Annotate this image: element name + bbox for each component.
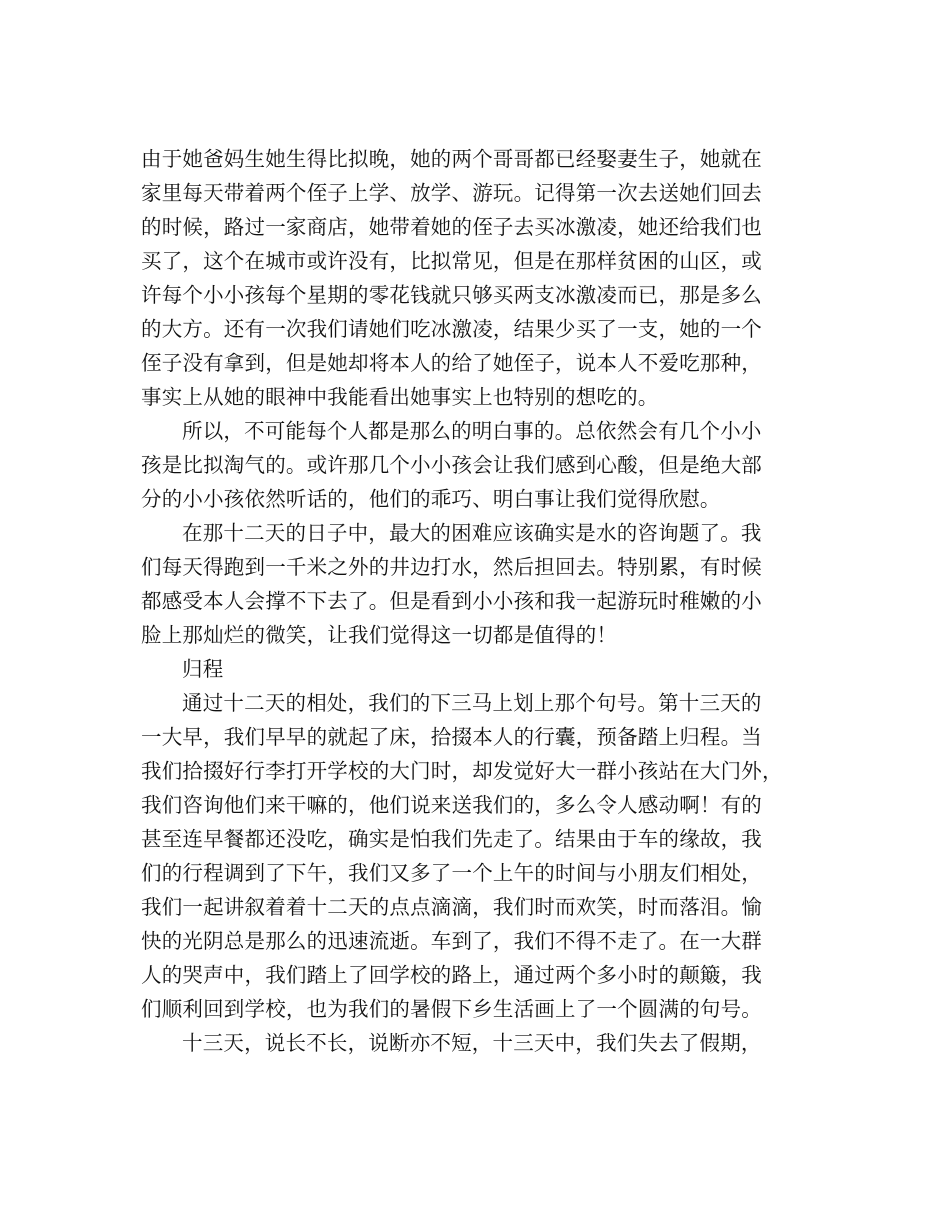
- text-line: 我们一起讲叙着着十二天的点点滴滴，我们时而欢笑，时而落泪。愉: [141, 895, 762, 919]
- text-line: 都感受本人会撑不下去了。但是看到小小孩和我一起游玩时稚嫩的小: [141, 589, 762, 613]
- text-line: 人的哭声中，我们踏上了回学校的路上，通过两个多小时的颠簸，我: [141, 963, 762, 987]
- text-line: 们的行程调到了下午，我们又多了一个上午的时间与小朋友们相处，: [141, 861, 762, 885]
- text-line: 们顺利回到学校，也为我们的暑假下乡生活画上了一个圆满的句号。: [141, 997, 762, 1021]
- paragraph-start-line: 通过十二天的相处，我们的下三马上划上那个句号。第十三天的: [182, 691, 762, 715]
- text-line: 侄子没有拿到，但是她却将本人的给了她侄子，说本人不爱吃那种，: [141, 351, 762, 375]
- text-line: 事实上从她的眼神中我能看出她事实上也特别的想吃的。: [141, 385, 659, 409]
- text-line: 们每天得跑到一千米之外的井边打水，然后担回去。特别累，有时候: [141, 555, 762, 579]
- text-line: 分的小小孩依然听话的，他们的乖巧、明白事让我们觉得欣慰。: [141, 487, 721, 511]
- paragraph-start-line: 十三天，说长不长，说断亦不短，十三天中，我们失去了假期，: [182, 1031, 762, 1055]
- text-line: 的时候，路过一家商店，她带着她的侄子去买冰激凌，她还给我们也: [141, 215, 762, 239]
- text-line: 孩是比拟淘气的。或许那几个小小孩会让我们感到心酸，但是绝大部: [141, 453, 762, 477]
- text-line: 甚至连早餐都还没吃，确实是怕我们先走了。结果由于车的缘故，我: [141, 827, 762, 851]
- text-line: 脸上那灿烂的微笑，让我们觉得这一切都是值得的！: [141, 623, 618, 647]
- text-line: 许每个小小孩每个星期的零花钱就只够买两支冰激凌而已，那是多么: [141, 283, 762, 307]
- text-line: 买了，这个在城市或许没有，比拟常见，但是在那样贫困的山区，或: [141, 249, 762, 273]
- text-line: 快的光阴总是那么的迅速流逝。车到了，我们不得不走了。在一大群: [141, 929, 762, 953]
- text-line: 家里每天带着两个侄子上学、放学、游玩。记得第一次去送她们回去: [141, 181, 762, 205]
- text-line: 一大早，我们早早的就起了床，拾掇本人的行囊，预备踏上归程。当: [141, 725, 762, 749]
- paragraph-start-line: 所以，不可能每个人都是那么的明白事的。总依然会有几个小小: [182, 419, 762, 443]
- text-line: 由于她爸妈生她生得比拟晚，她的两个哥哥都已经娶妻生子，她就在: [141, 147, 762, 171]
- text-line: 我们咨询他们来干嘛的，他们说来送我们的，多么令人感动啊！有的: [141, 793, 762, 817]
- text-line: 我们拾掇好行李打开学校的大门时，却发觉好大一群小孩站在大门外，: [141, 759, 783, 783]
- section-heading: 归程: [182, 657, 224, 681]
- text-line: 的大方。还有一次我们请她们吃冰激凌，结果少买了一支，她的一个: [141, 317, 762, 341]
- paragraph-start-line: 在那十二天的日子中，最大的困难应该确实是水的咨询题了。我: [182, 521, 762, 545]
